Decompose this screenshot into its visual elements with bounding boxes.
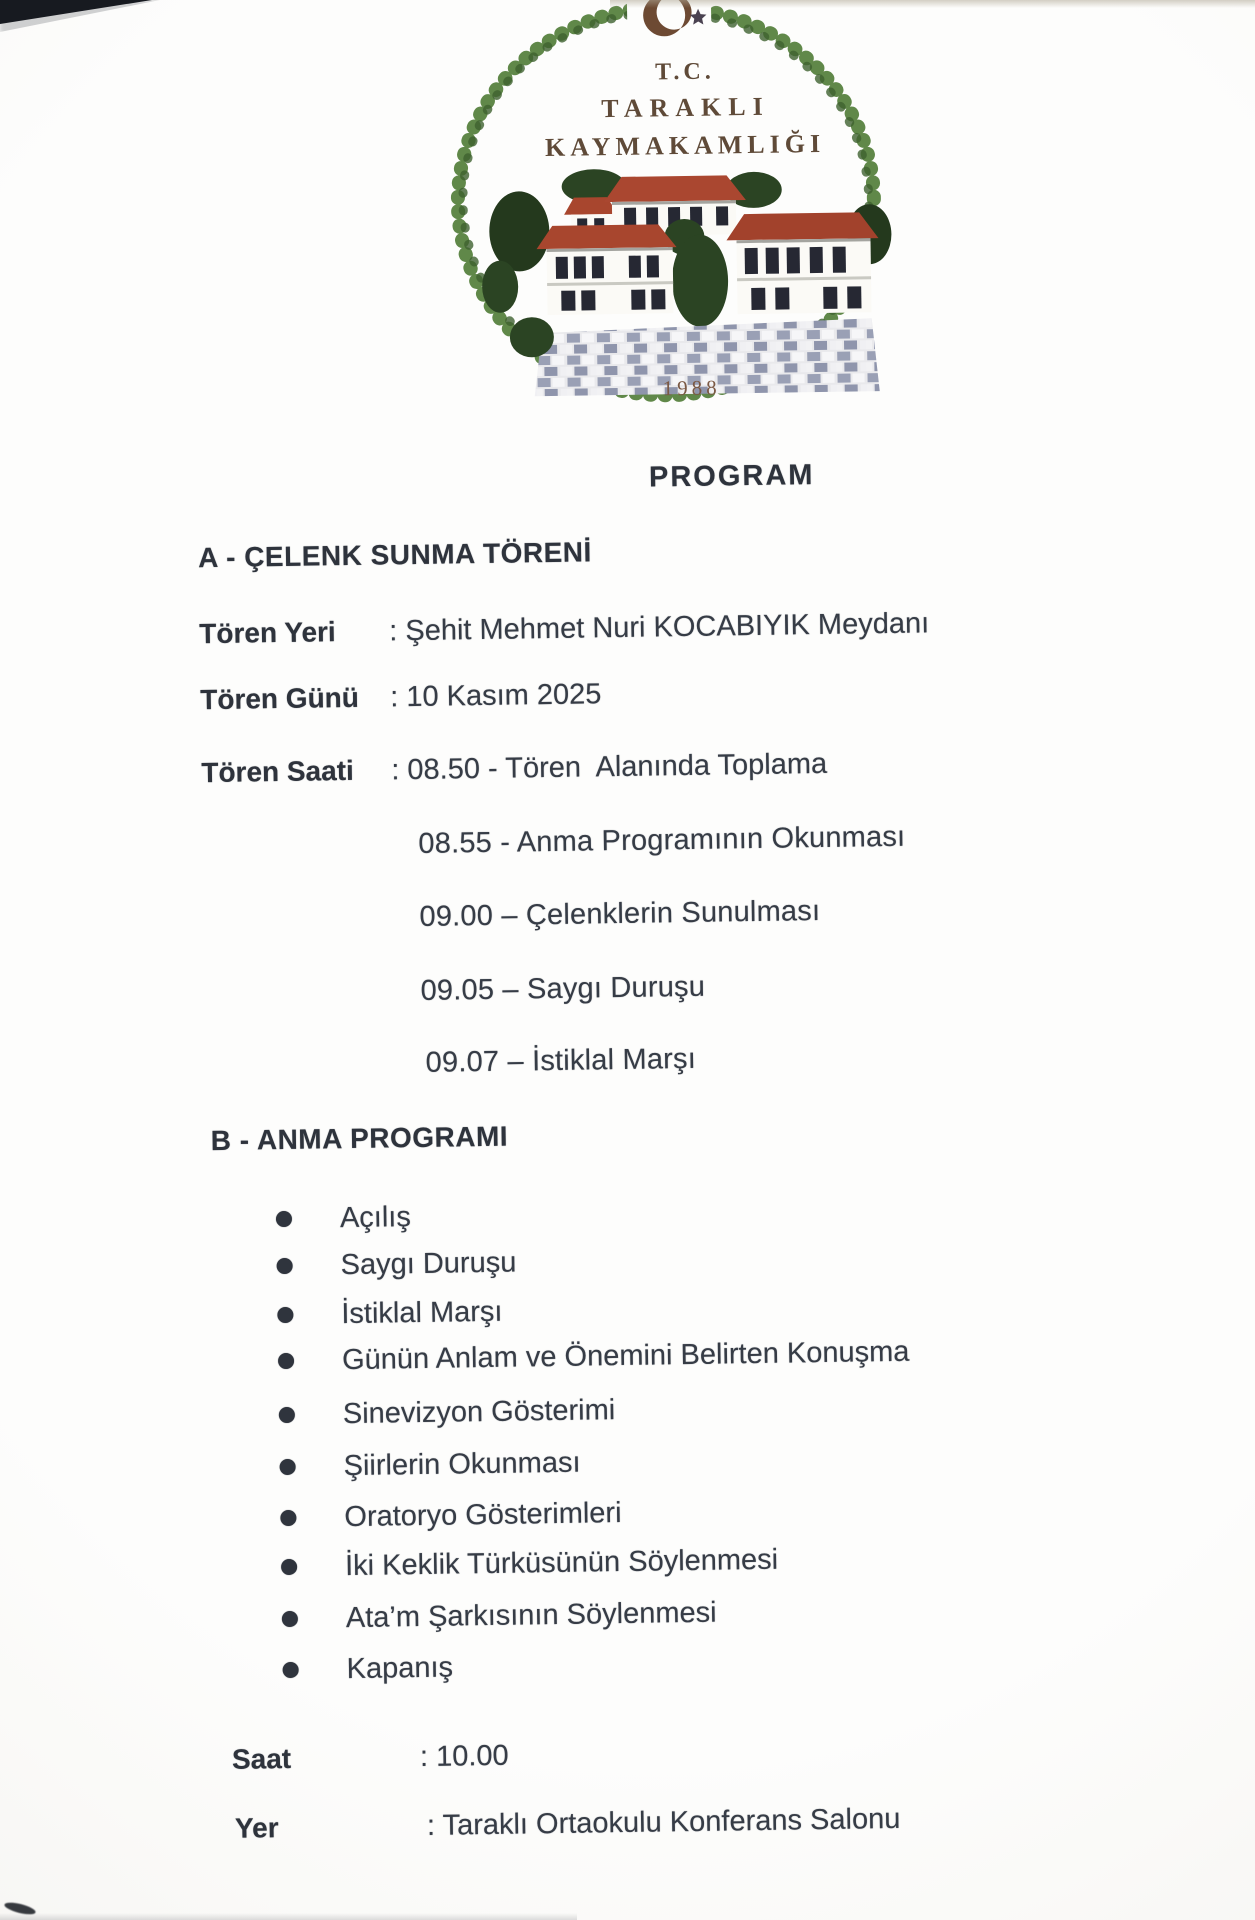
program-bullet-list xyxy=(276,1187,1124,1719)
list-item xyxy=(277,1292,503,1335)
scan-artifact-bottom-edge xyxy=(0,1913,577,1920)
list-item-label: Kapanış xyxy=(346,1651,454,1686)
list-item-label: Şiirlerin Okunması xyxy=(343,1446,581,1483)
list-item-label: İstiklal Marşı xyxy=(341,1295,503,1331)
info-label: Yer xyxy=(234,1812,279,1844)
list-item xyxy=(279,1443,580,1487)
emblem-year: 1988 xyxy=(662,375,721,401)
schedule-line: 09.07 – İstiklal Marşı xyxy=(425,1042,697,1079)
info-label: Saat xyxy=(231,1742,292,1775)
schedule-line: 08.55 - Anma Programının Okunması xyxy=(418,820,906,860)
list-item-label: Oratoryo Gösterimleri xyxy=(344,1497,622,1534)
list-item-label: Saygı Duruşu xyxy=(340,1246,517,1282)
list-item xyxy=(280,1493,622,1538)
emblem-village-scene xyxy=(480,165,893,397)
info-value: : 08.50 - Tören Alanında Toplama xyxy=(391,747,828,787)
list-item-label: Açılış xyxy=(339,1201,412,1235)
list-item xyxy=(276,1243,516,1287)
scan-artifact-top-edge xyxy=(610,0,1255,8)
info-label: Tören Yeri xyxy=(199,616,336,650)
bullet-icon xyxy=(279,1407,295,1423)
page-title: PROGRAM xyxy=(648,459,815,494)
bullet-icon xyxy=(283,1662,299,1678)
info-value: : 10.00 xyxy=(419,1739,509,1774)
emblem-tc: T.C. xyxy=(655,58,715,86)
bullet-icon xyxy=(276,1211,292,1227)
list-item-label: Sinevizyon Gösterimi xyxy=(342,1394,616,1431)
section-a-heading: A - ÇELENK SUNMA TÖRENİ xyxy=(197,536,592,574)
list-item xyxy=(282,1648,453,1691)
info-label: Tören Günü xyxy=(200,681,360,716)
list-item xyxy=(281,1540,779,1587)
bullet-icon xyxy=(277,1258,293,1274)
list-item-label: Ata’m Şarkısının Söylenmesi xyxy=(345,1596,717,1635)
bullet-icon xyxy=(282,1611,298,1627)
list-item-label: İki Keklik Türküsünün Söylenmesi xyxy=(344,1543,779,1583)
section-b-heading: B - ANMA PROGRAMI xyxy=(210,1120,509,1157)
kaymakamlik-emblem xyxy=(441,0,898,433)
emblem-name-line2: KAYMAKAMLIĞI xyxy=(544,128,826,163)
bullet-icon xyxy=(278,1353,294,1369)
bullet-icon xyxy=(280,1459,296,1475)
list-item xyxy=(278,1332,910,1381)
list-item xyxy=(282,1593,717,1639)
schedule-line: 09.05 – Saygı Duruşu xyxy=(420,970,706,1007)
bullet-icon xyxy=(280,1510,296,1526)
info-value: : 10 Kasım 2025 xyxy=(389,678,602,714)
bullet-icon xyxy=(281,1559,297,1575)
schedule-line: 09.00 – Çelenklerin Sunulması xyxy=(419,895,821,933)
bullet-icon xyxy=(277,1307,293,1323)
info-label: Tören Saati xyxy=(201,754,355,789)
list-item-label: Günün Anlam ve Önemini Belirten Konuşma xyxy=(341,1335,910,1377)
emblem-name-line1: TARAKLI xyxy=(601,91,770,124)
info-value: : Taraklı Ortaokulu Konferans Salonu xyxy=(426,1802,901,1842)
info-value: : Şehit Mehmet Nuri KOCABIYIK Meydanı xyxy=(389,607,930,648)
list-item xyxy=(279,1390,616,1435)
list-item xyxy=(276,1197,411,1239)
